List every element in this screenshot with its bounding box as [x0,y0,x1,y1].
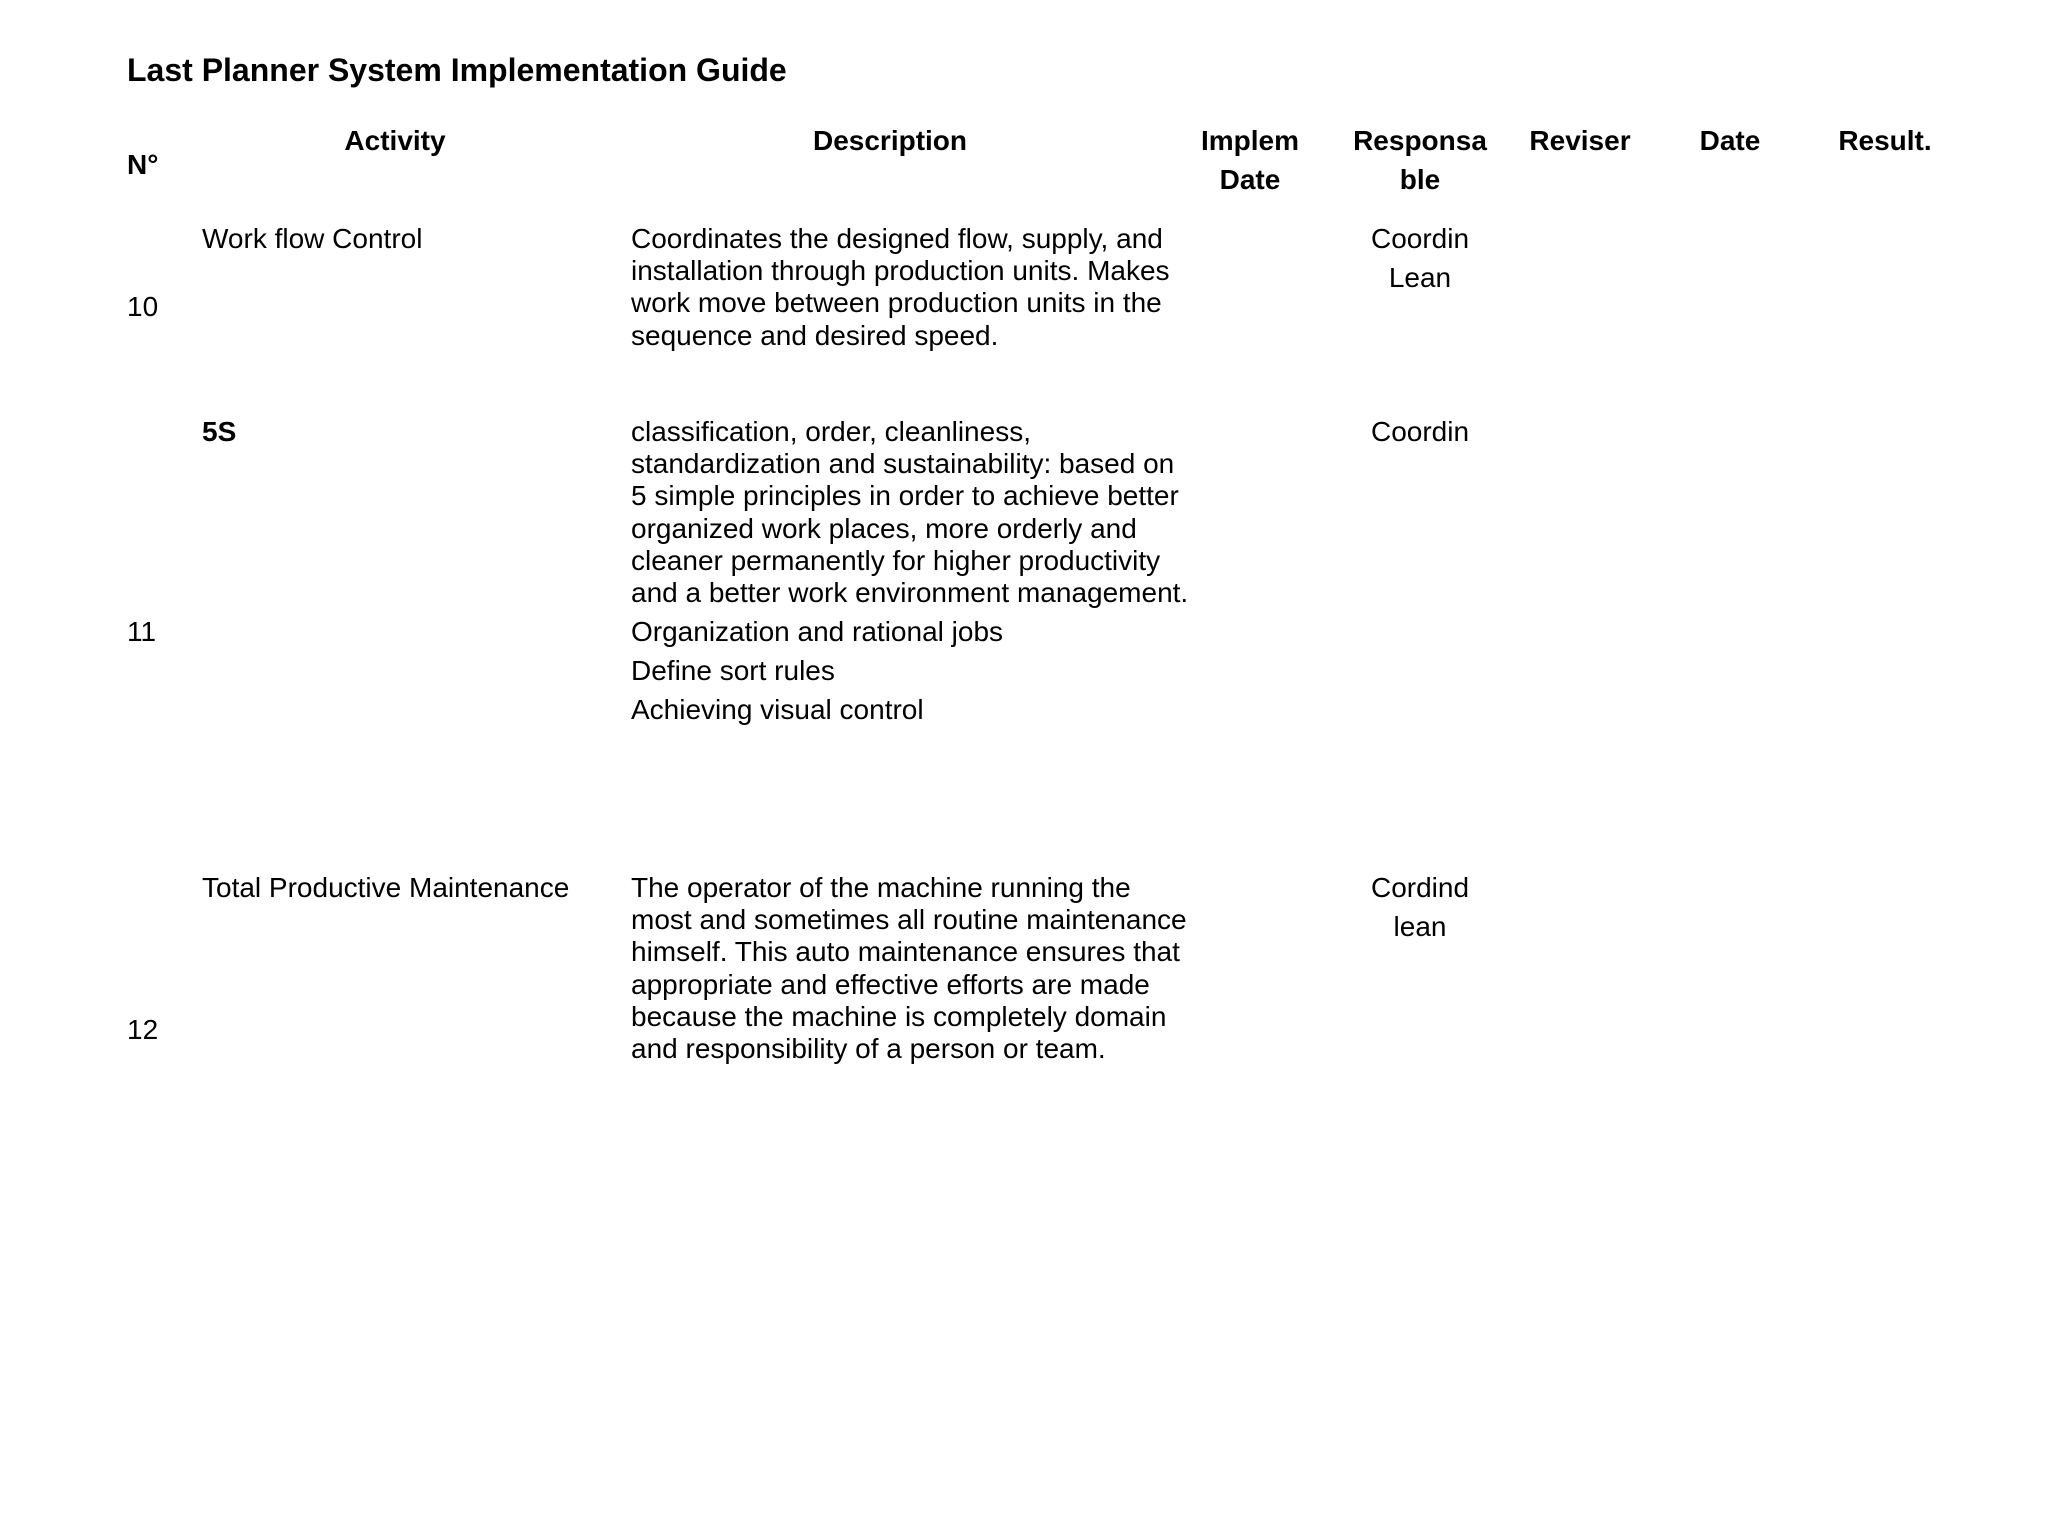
header-implem-date-line2: Date [1219,164,1281,195]
row-responsible-line1: Cordind [1370,872,1470,903]
row-activity: Work flow Control [202,223,423,254]
header-responsable [1330,121,1510,199]
document-title: Last Planner System Implementation Guide [127,52,787,88]
header-number: N° [127,149,159,180]
row-description [631,416,1191,726]
row-responsible-line2: Lean [1388,262,1452,293]
row-responsible-line2: lean [1393,911,1447,942]
header-date: Date [1699,125,1761,156]
row-activity: 5S [202,416,237,447]
row-description [631,872,1191,1065]
row-activity: Total Productive Maintenance [202,872,570,903]
header-responsable-line2: ble [1399,164,1441,195]
row-number: 12 [127,1014,159,1045]
header-activity: Activity [344,125,446,156]
row-responsible [1330,412,1510,451]
row-number: 11 [127,616,157,647]
row-responsible-line1: Coordin [1370,416,1470,447]
row-description-text: Coordinates the designed flow, supply, and installation through production units. Makes work move between production units in the sequence and desired speed. [631,223,1170,351]
row-responsible [1330,868,1510,946]
row-description-item: Organization and rational jobs [631,616,1004,648]
row-description [631,223,1191,352]
header-reviser: Reviser [1529,125,1631,156]
row-responsible [1330,219,1510,297]
row-number: 10 [127,291,159,322]
header-implem-date-line1: Implem [1200,125,1300,156]
row-description-text: The operator of the machine running the most and sometimes all routine maintenance himself. This auto maintenance ensures that appropriate and effective efforts are made because the machine is completely domain and responsibility of a person or team. [631,872,1187,1065]
row-responsible-line1: Coordin [1370,223,1470,254]
header-responsable-line1: Responsa [1353,125,1487,156]
row-description-item: Define sort rules [631,655,835,687]
header-result: Result. [1838,125,1932,156]
row-description-text: classification, order, cleanliness, standardization and sustainability: based on 5 simple principles in order to achieve better organized work places, more orderly and cleaner permanently for higher productivity and a better work environment management. [631,416,1189,609]
row-description-item: Achieving visual control [631,694,924,726]
header-implem-date [1180,121,1320,199]
header-description: Description [812,125,968,156]
